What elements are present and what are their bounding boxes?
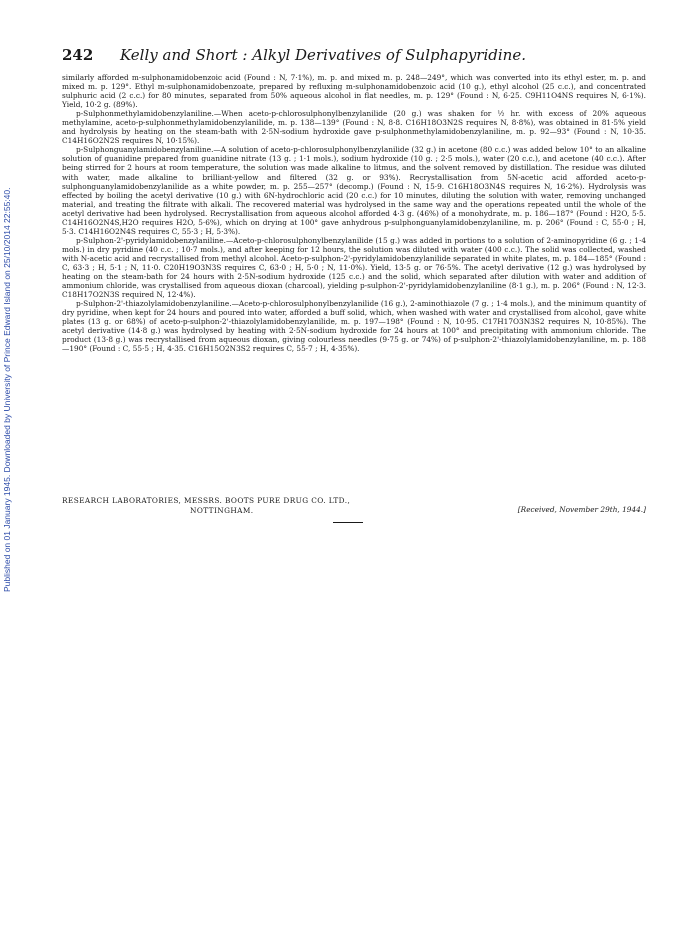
end-rule bbox=[333, 522, 363, 523]
received-date: [Received, November 29th, 1944.] bbox=[517, 505, 646, 514]
running-title: Kelly and Short : Alkyl Derivatives of Sulphapyridine. bbox=[120, 46, 526, 64]
laboratory-city: NOTTINGHAM. bbox=[190, 505, 254, 515]
paragraph-sulphon-thiazolylamido: p-Sulphon-2'-thiazolylamidobenzylaniline.—Aceto-p-chlorosulphonylbenzylanilide (16 g.), 2-aminothiazole (7 g. ; 1·4 mols.), and the minimum quantity of dry pyridine, when kept for 24 hours and poured into water, afforded a buff solid, which, when washed with water and crystallised from alcohol, gave white plates (13 g. or 68%) of aceto-p-sulphon-2'-thiazolylamidobenzylanilide, m. p. 197—198° (Found : N, 10·95. C17H17O3N3S2 requires N, 10·85%). The acetyl derivative (14·8 g.) was hydrolysed by heating with 2·5N-sodium hydroxide for 24 hours at 100° and precipitating with ammonium chloride. The product (13·8 g.) was recrystallised from aqueous dioxan, giving colourless needles (9·75 g. or 74%) of p-sulphon-2'-thiazolylamidobenzylaniline, m. p. 188—190° (Found : C, 55·5 ; H, 4·35. C16H15O2N3S2 requires C, 55·7 ; H, 4·35%). bbox=[62, 299, 646, 354]
page-header bbox=[62, 46, 644, 68]
paragraph-sulphon-pyridylamido: p-Sulphon-2'-pyridylamidobenzylaniline.—Aceto-p-chlorosulphonylbenzylanilide (15 g.) was added in portions to a solution of 2-aminopyridine (6 g. ; 1·4 mols.) in dry pyridine (40 c.c. ; 10·7 mols.), and after keeping for 12 hours, the solution was diluted with water (400 c.c.). The solid was collected, washed with N-acetic acid and recrystallised from methyl alcohol. Aceto-p-sulphon-2'-pyridylamidobenzylanilide separated in white plates, m. p. 184—185° (Found : C, 63·3 ; H, 5·1 ; N, 11·0. C20H19O3N3S requires C, 63·0 ; H, 5·0 ; N, 11·0%). Yield, 13·5 g. or 76·5%. The acetyl derivative (12 g.) was hydrolysed by heating on the steam-bath for 24 hours with 2·5N-sodium hydroxide (125 c.c.) and the solid, which separated after dilution with water and addition of ammonium chloride, was crystallised from aqueous dioxan (charcoal), yielding p-sulphon-2'-pyridylamidobenzylaniline (8·1 g.), m. p. 206° (Found : N, 12·3. C18H17O2N3S required N, 12·4%). bbox=[62, 235, 646, 300]
paragraph-sulphonmethylamido: p-Sulphonmethylamidobenzylaniline.—When aceto-p-chlorosulphonylbenzylanilide (20 g.) was shaken for ½ hr. with excess of 20% aqueous methylamine, aceto-p-sulphonmethylamidobenzylanilide, m. p. 138—139° (Found : N, 8·8. C16H18O3N2S requires N, 8·8%), was obtained in 81·5% yield and hydrolysis by heating on the steam-bath with 2·5N-sodium hydroxide gave p-sulphonmethylamidobenzylaniline, m. p. 92—93° (Found : N, 10·35. C14H16O2N2S requires N, 10·15%). bbox=[62, 109, 646, 146]
paragraph-ethyl-ester: similarly afforded m-sulphonamidobenzoic acid (Found : N, 7·1%), m. p. and mixed m. p. 248—249°, which was converted into its ethyl ester, m. p. and mixed m. p. 129°. Ethyl m-sulphonamidobenzoate, prepared by refluxing m-sulphonamidobenzoic acid (10 g.), ethyl alcohol (25 c.c.), and concentrated sulphuric acid (2 c.c.) for 80 minutes, separated from 50% aqueous alcohol in flat needles, m. p. 129° (Found : N, 6·25. C9H11O4NS requires N, 6·1%). Yield, 10·2 g. (89%). bbox=[62, 73, 646, 110]
laboratory-name: RESEARCH LABORATORIES, MESSRS. BOOTS PURE DRUG CO. LTD., bbox=[62, 496, 351, 505]
page-number: 242 bbox=[62, 46, 94, 64]
download-watermark: Published on 01 January 1945. Downloaded by University of Prince Edward Island on 25/10/2014 22:55:40. bbox=[2, 187, 12, 593]
paragraph-sulphonguanylamido: p-Sulphonguanylamidobenzylaniline.—A solution of aceto-p-chlorosulphonylbenzylanilide (32 g.) in acetone (80 c.c.) was added below 10° to an alkaline solution of guanidine prepared from guanidine nitrate (13 g. ; 1·1 mols.), sodium hydroxide (10 g. ; 2·5 mols.), water (20 c.c.), and acetone (40 c.c.). After being stirred for 2 hours at room temperature, the solution was made alkaline to litmus, and the solvent removed by distillation. The residue was diluted with water, made alkaline to brilliant-yellow and filtered (32 g. or 93%). Recrystallisation from 5N-acetic acid afforded aceto-p-sulphonguanylamidobenzylanilide as a white powder, m. p. 255—257° (decomp.) (Found : N, 15·9. C16H18O3N4S requires N, 16·2%). Hydrolysis was effected by boiling the acetyl derivative (10 g.) with 6N-hydrochloric acid (20 c.c.) for 10 minutes, diluting the solution with water, removing unchanged material, and treating the filtrate with alkali. The recovered material was hydrolysed in the same way and the operations repeated until the whole of the acetyl derivative had been hydrolysed. Recrystallisation from aqueous alcohol afforded 4·3 g. (46%) of a monohydrate, m. p. 186—187° (Found : H2O, 5·5. C14H16O2N4S,H2O requires H2O, 5·6%), which on drying at 100° gave anhydrous p-sulphonguanylamidobenzylaniline, m. p. 206° (Found : C, 55·0 ; H, 5·3. C14H16O2N4S requires C, 55·3 ; H, 5·3%). bbox=[62, 145, 646, 236]
article-body bbox=[62, 73, 646, 353]
laboratory-address bbox=[62, 496, 362, 515]
